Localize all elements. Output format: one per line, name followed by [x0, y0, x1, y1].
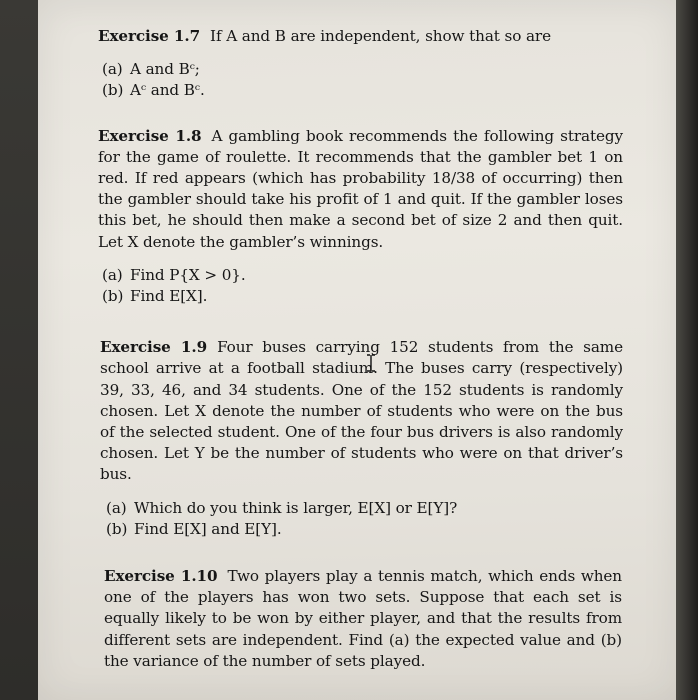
part-text: Find P{X > 0}.: [130, 265, 246, 284]
exercise-statement: [104, 566, 622, 672]
part-text: A and Bᶜ;: [130, 60, 200, 79]
exercise-1-8: [98, 126, 623, 308]
part-label: (b): [102, 81, 124, 100]
exercise-text: A gambling book recommends the following strategy for the game of roulette. It recommends that the gambler bet 1 on red. If red appears (which has probability 18/38 of occurring) then the gambler should take his profit of 1 and quit. If the gambler loses this bet, he should then make a second bet of size 2 and then quit. Let X denote the gambler’s winnings.: [98, 126, 623, 251]
text-cursor-icon: [366, 354, 376, 372]
exercise-text: If A and B are independent, show that so are: [210, 27, 551, 45]
part-label: (b): [106, 519, 128, 538]
exercise-part: [102, 265, 623, 286]
exercise-statement: [98, 126, 623, 253]
part-text: Find E[X] and E[Y].: [134, 519, 282, 538]
exercise-heading: Exercise 1.9: [100, 338, 208, 357]
exercise-parts: [102, 59, 578, 101]
exercise-heading: Exercise 1.8: [98, 126, 202, 145]
exercise-text: Four buses carrying 152 students from the same school arrive at a football stadium. The buses carry (respectively) 39, 33, 46, and 34 students. One of the 152 students is randomly chosen. Let X denote the number of students who were on the bus of the selected student. One of the four bus drivers is also randomly chosen. Let Y be the number of students who were on that driver’s bus.: [100, 338, 623, 484]
exercise-part: [106, 498, 623, 519]
exercise-text: Two players play a tennis match, which ends when one of the players has won two sets. Suppose that each set is equally likely to be won by either player, and that the results from different sets are independent. Find (a) the expected value and (b) the variance of the number of sets played.: [104, 567, 622, 670]
document-body: [98, 26, 623, 672]
exercise-heading: Exercise 1.7: [98, 27, 201, 45]
exercise-1-10: [104, 566, 622, 672]
textbook-page: [38, 0, 678, 700]
exercise-parts: [102, 265, 623, 307]
part-label: (a): [102, 60, 123, 79]
part-text: Aᶜ and Bᶜ.: [130, 81, 205, 100]
part-text: Find E[X].: [130, 287, 208, 306]
monitor-bezel: [676, 0, 698, 700]
exercise-statement: [98, 26, 578, 47]
part-label: (a): [106, 498, 127, 517]
exercise-part: [102, 59, 578, 80]
exercise-heading: Exercise 1.10: [104, 567, 218, 586]
part-label: (a): [102, 265, 123, 284]
exercise-part: [102, 286, 623, 307]
exercise-part: [106, 519, 623, 540]
exercise-part: [102, 80, 578, 101]
part-label: (b): [102, 287, 124, 306]
exercise-1-7: [98, 26, 578, 102]
exercise-statement: [100, 337, 623, 485]
exercise-parts: [106, 498, 623, 540]
part-text: Which do you think is larger, E[X] or E[Y]?: [134, 498, 458, 517]
exercise-1-9: [100, 337, 623, 540]
